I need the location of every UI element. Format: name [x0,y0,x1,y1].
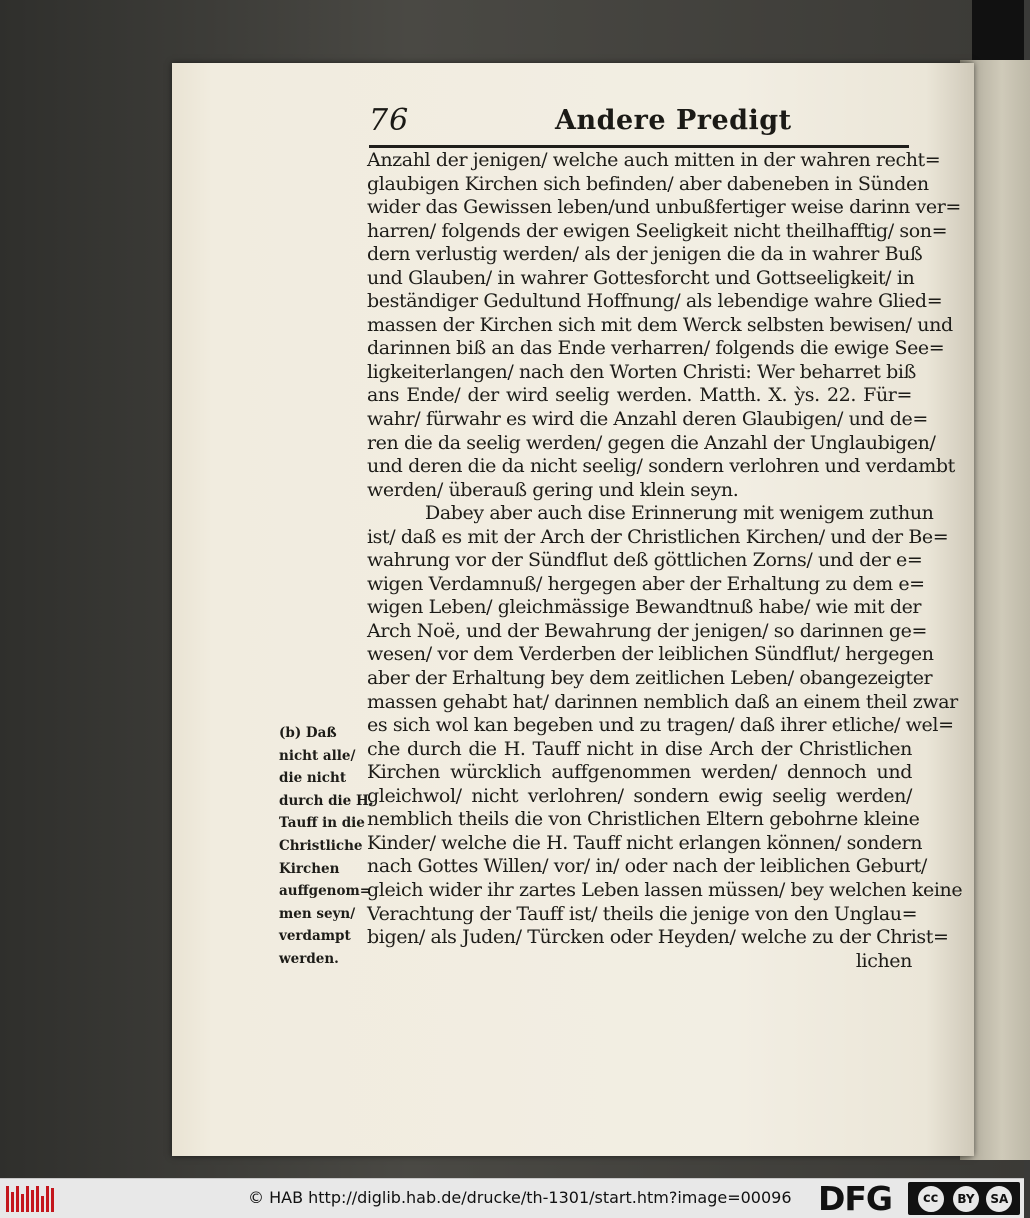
text-line: beständiger Gedultund Hoffnung/ als lebendige wahre Glied= [367,290,943,313]
page-header [369,101,909,147]
marginal-line: nicht alle/ [279,747,356,764]
attribution-icon: BY [953,1186,979,1212]
text-line: massen gehabt hat/ darinnen nemblich daß an einem theil zwar [367,690,958,713]
creative-commons-icon: cc [916,1184,946,1214]
text-line: Verachtung der Tauff ist/ theils die jenige von den Unglau= [367,902,918,925]
marginal-note [279,722,374,971]
dfg-logo[interactable]: DFG [818,1179,893,1218]
marginal-line: Christliche [279,837,363,854]
text-line: glaubigen Kirchen sich befinden/ aber dabeneben in Sünden [367,172,929,195]
text-line: dern verlustig werden/ als der jenigen die da in wahrer Buß [367,243,923,266]
text-line: und Glauben/ in wahrer Gottesforcht und Gottseeligkeit/ in [367,266,915,289]
text-line: che durch die H. Tauff nicht in dise Arch der Christlichen [367,737,912,760]
text-line: werden/ überauß gering und klein seyn. [367,478,739,501]
text-line: nach Gottes Willen/ vor/ in/ oder nach der leiblichen Geburt/ [367,855,927,878]
text-line: wigen Verdamnuß/ hergegen aber der Erhaltung zu dem e= [367,572,925,595]
page-number: 76 [369,103,410,138]
text-line: harren/ folgends der ewigen Seeligkeit nicht theilhafftig/ son= [367,219,948,242]
text-line: gleichwol/ nicht verlohren/ sondern ewig seelig werden/ [367,784,912,807]
marginal-line: (b) Daß [279,725,337,741]
text-line: wahrung vor der Sündflut deß göttlichen Zorns/ und der e= [367,549,923,572]
text-line: ans Ende/ der wird seelig werden. Matth. X. ỳs. 22. Für= [367,384,912,407]
text-line: Arch Noë, und der Bewahrung der jenigen/ so darinnen ge= [367,619,927,642]
text-line: Kinder/ welche die H. Tauff nicht erlangen können/ sondern [367,831,923,854]
text-line: aber der Erhaltung bey dem zeitlichen Leben/ obangezeigter [367,667,933,690]
marginal-line: men seyn/ [279,905,356,922]
marginal-line: Tauff in die [279,815,365,832]
running-title: Andere Predigt [555,105,792,136]
text-line: Anzahl der jenigen/ welche auch mitten in der wahren recht= [367,149,941,171]
hab-logo-icon[interactable] [6,1186,54,1212]
text-line: wesen/ vor dem Verderben der leiblichen Sündflut/ hergegen [367,643,934,666]
text-line: bigen/ als Juden/ Türcken oder Heyden/ welche zu der Christ= [367,926,949,949]
book-page [172,63,974,1156]
text-line: Kirchen würcklich auffgenommen werden/ dennoch und [367,761,912,784]
text-line: Dabey aber auch dise Erinnerung mit wenigem zuthun [425,502,934,525]
marginal-line: die nicht [279,770,347,787]
marginal-line: auffgenom= [279,883,372,900]
main-text [367,149,963,973]
marginal-line: werden. [279,950,339,967]
copyright-link[interactable]: © HAB http://diglib.hab.de/drucke/th-1301/start.htm?image=00096 [248,1188,792,1207]
marginal-line: verdampt [279,928,351,945]
share-alike-icon: SA [986,1186,1012,1212]
text-line: lichen [855,949,912,972]
text-line: massen der Kirchen sich mit dem Werck selbsten bewisen/ und [367,313,953,336]
text-line: es sich wol kan begeben und zu tragen/ daß ihrer etliche/ wel= [367,714,954,737]
text-line: wider das Gewissen leben/und unbußfertiger weise darinn ver= [367,196,961,219]
marginal-line: durch die H. [279,792,374,809]
text-line: ist/ daß es mit der Arch der Christlichen Kirchen/ und der Be= [367,525,949,548]
text-line: nemblich theils die von Christlichen Eltern gebohrne kleine [367,808,920,831]
text-line: ren die da seelig werden/ gegen die Anzahl der Unglaubigen/ [367,431,936,454]
text-line: wigen Leben/ gleichmässige Bewandtnuß habe/ wie mit der [367,596,922,619]
header-rule [369,145,909,148]
text-line: und deren die da nicht seelig/ sondern verlohren und verdambt [367,455,955,478]
text-line: wahr/ fürwahr es wird die Anzahl deren Glaubigen/ und de= [367,408,928,431]
text-line: ligkeiterlangen/ nach den Worten Christi: Wer beharret biß [367,360,916,383]
marginal-line: Kirchen [279,860,340,877]
text-line: gleich wider ihr zartes Leben lassen müssen/ bey welchen keine [367,878,963,901]
text-line: darinnen biß an das Ende verharren/ folgends die ewige See= [367,337,945,360]
license-badge[interactable] [908,1182,1020,1215]
footer-bar [0,1178,1024,1218]
